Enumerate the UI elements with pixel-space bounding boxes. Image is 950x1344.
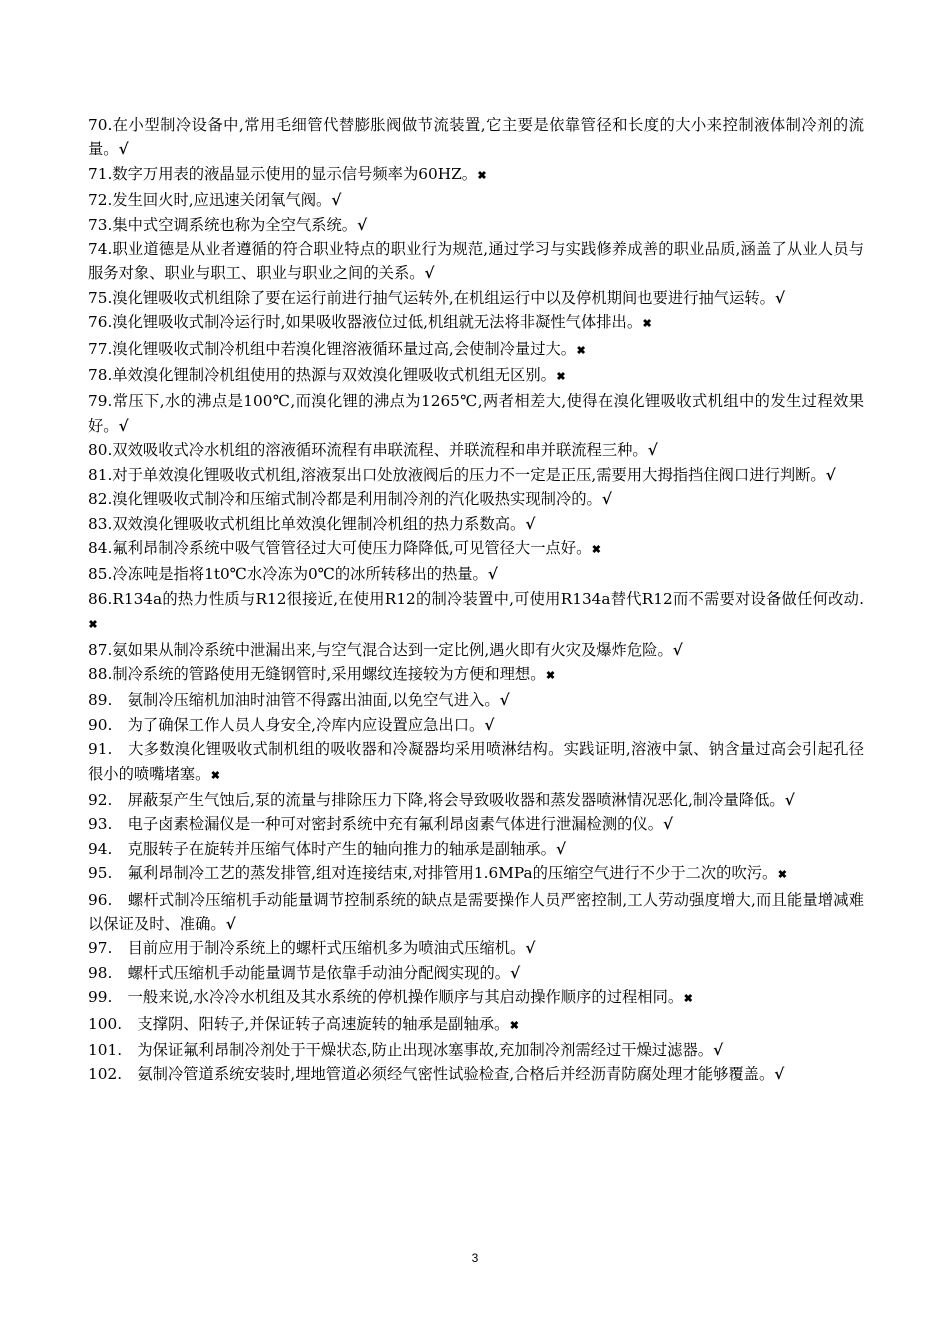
question-item (88, 812, 864, 836)
question-text: 80.双效吸收式冷水机组的溶液循环流程有串联流程、并联流程和串并联流程三种。 (88, 441, 648, 460)
false-mark-icon: ✖ (509, 1018, 519, 1032)
true-mark-icon: √ (713, 1041, 724, 1060)
question-item (88, 463, 864, 487)
false-mark-icon: ✖ (210, 768, 220, 782)
true-mark-icon: √ (784, 790, 795, 809)
question-item (88, 438, 864, 462)
question-text: 100. 支撑阴、阳转子,并保证转子高速旋转的轴承是副轴承。 (88, 1014, 510, 1033)
question-text: 75.溴化锂吸收式机组除了要在运行前进行抽气运转外,在机组运行中以及停机期间也要进行抽气运转。 (88, 288, 775, 307)
question-item (88, 638, 864, 662)
question-text: 90. 为了确保工作人员人身安全,冷库内应设置应急出口。 (88, 715, 485, 734)
question-item (88, 1038, 864, 1062)
question-text: 99. 一般来说,水冷冷水机组及其水系统的停机操作顺序与其启动操作顺序的过程相同。 (88, 988, 684, 1007)
question-text: 86.R134a的热力性质与R12很接近,在使用R12的制冷装置中,可使用R134a替代R12而不需要对设备做任何改动. (88, 589, 864, 608)
question-text: 89. 氨制冷压缩机加油时油管不得露出油面,以免空气进入。 (88, 691, 500, 710)
question-text: 73.集中式空调系统也称为全空气系统。 (88, 215, 358, 234)
true-mark-icon: √ (424, 264, 435, 283)
question-item (88, 213, 864, 237)
false-mark-icon: ✖ (545, 668, 556, 682)
question-item (88, 162, 864, 188)
question-text: 93. 电子卤素检漏仪是一种可对密封系统中充有氟利昂卤素气体进行泄漏检测的仪。 (88, 815, 664, 834)
true-mark-icon: √ (601, 490, 612, 509)
true-mark-icon: √ (331, 191, 342, 210)
question-text: 70.在小型制冷设备中,常用毛细管代替膨胀阀做节流装置,它主要是依靠管径和长度的大小来控制液体制冷剂的流量。 (88, 116, 864, 159)
question-item (88, 363, 864, 389)
question-text: 101. 为保证氟利昂制冷剂处于干燥状态,防止出现冰塞事故,充加制冷剂需经过干燥过滤器。 (88, 1041, 714, 1060)
question-item (88, 237, 864, 286)
true-mark-icon: √ (774, 288, 786, 307)
false-mark-icon: ✖ (683, 992, 693, 1006)
question-text: 95. 氟利昂制冷工艺的蒸发排管,组对连接结束,对排管用1.6MPa的压缩空气进行不少于二次的吹污。 (88, 864, 778, 883)
true-mark-icon: √ (774, 1065, 785, 1084)
true-mark-icon: √ (825, 465, 836, 484)
question-item (88, 536, 864, 562)
question-text: 74.职业道德是从业者遵循的符合职业特点的职业行为规范,通过学习与实践修养成善的职业品质,涵盖了从业人员与服务对象、职业与职工、职业与职业之间的关系。 (88, 240, 864, 283)
question-item (88, 713, 864, 737)
question-item (88, 662, 864, 688)
question-item (88, 688, 864, 712)
question-item (88, 888, 864, 937)
false-mark-icon: ✖ (477, 168, 487, 182)
question-item (88, 861, 864, 887)
question-item (88, 512, 864, 536)
question-item (88, 985, 864, 1011)
question-text: 88.制冷系统的管路使用无缝钢管时,采用螺纹连接较为方便和理想。 (88, 664, 546, 683)
question-text: 85.冷冻吨是指将1t0℃水冷冻为0℃的冰所转移出的热量。 (88, 565, 488, 584)
question-text: 71.数字万用表的液晶显示使用的显示信号频率为60HZ。 (88, 164, 477, 183)
question-item (88, 286, 864, 310)
question-text: 76.溴化锂吸收式制冷运行时,如果吸收器液位过低,机组就无法将非凝性气体排出。 (88, 313, 643, 332)
question-text: 102. 氨制冷管道系统安装时,埋地管道必须经气密性试验检查,合格后并经沥青防腐处理才能够覆盖。 (88, 1065, 775, 1084)
question-item (88, 961, 864, 985)
question-text: 94. 克服转子在旋转并压缩气体时产生的轴向推力的轴承是副轴承。 (88, 839, 556, 858)
question-text: 83.双效溴化锂吸收式机组比单效溴化锂制冷机组的热力系数高。 (88, 514, 526, 533)
question-text: 98. 螺杆式压缩机手动能量调节是依靠手动油分配阀实现的。 (88, 963, 511, 982)
question-item (88, 737, 864, 788)
question-list (88, 113, 864, 1087)
question-text: 84.氟利昂制冷系统中吸气管管径过大可使压力降降低,可见管径大一点好。 (88, 538, 592, 557)
question-item (88, 788, 864, 812)
question-item (88, 113, 864, 162)
question-text: 72.发生回火时,应迅速关闭氧气阀。 (88, 191, 332, 210)
page-number: 3 (471, 1251, 479, 1265)
true-mark-icon: √ (118, 140, 129, 159)
true-mark-icon: √ (225, 915, 236, 933)
true-mark-icon: √ (555, 839, 567, 858)
false-mark-icon: ✖ (777, 868, 787, 882)
question-item (88, 562, 864, 586)
question-item (88, 188, 864, 212)
false-mark-icon: ✖ (88, 618, 98, 632)
true-mark-icon: √ (118, 416, 129, 435)
question-text: 97. 目前应用于制冷系统上的螺杆式压缩机多为喷油式压缩机。 (88, 939, 526, 958)
question-item (88, 936, 864, 960)
question-text: 92. 屏蔽泵产生气蚀后,泵的流量与排除压力下降,将会导致吸收器和蒸发器喷淋情况恶化,制冷量降低。 (88, 790, 785, 809)
true-mark-icon: √ (525, 514, 536, 533)
question-text: 78.单效溴化锂制冷机组使用的热源与双效溴化锂吸收式机组无区别。 (88, 366, 556, 385)
false-mark-icon: ✖ (642, 317, 652, 331)
true-mark-icon: √ (525, 939, 536, 958)
question-text: 96. 螺杆式制冷压缩机手动能量调节控制系统的缺点是需要操作人员严密控制,工人劳动强度增大,而且能量增减难以保证及时、准确。 (88, 890, 864, 933)
question-item (88, 389, 864, 438)
true-mark-icon: √ (663, 815, 674, 834)
question-text: 82.溴化锂吸收式制冷和压缩式制冷都是利用制冷剂的汽化吸热实现制冷的。 (88, 490, 602, 509)
true-mark-icon: √ (510, 963, 521, 982)
question-text: 77.溴化锂吸收式制冷机组中若溴化锂溶液循环量过高,会使制冷量过大。 (88, 339, 577, 358)
question-text: 79.常压下,水的沸点是100℃,而溴化锂的沸点为1265℃,两者相差大,使得在溴化锂吸收式机组中的发生过程效果好。 (88, 392, 864, 435)
true-mark-icon: √ (647, 441, 658, 460)
question-item (88, 587, 864, 638)
question-item (88, 487, 864, 511)
true-mark-icon: √ (484, 715, 495, 734)
question-text: 81.对于单效溴化锂吸收式机组,溶液泵出口处放液阀后的压力不一定是正压,需要用大拇指挡住阀口进行判断。 (88, 465, 826, 484)
true-mark-icon: √ (357, 215, 368, 234)
question-item (88, 337, 864, 363)
false-mark-icon: ✖ (576, 343, 586, 357)
question-text: 91. 大多数溴化锂吸收式制机组的吸收器和冷凝器均采用喷淋结构。实践证明,溶液中氯、钠含量过高会引起孔径很小的喷嘴堵塞。 (88, 740, 864, 783)
question-text: 87.氨如果从制冷系统中泄漏出来,与空气混合达到一定比例,遇火即有火灾及爆炸危险。 (88, 640, 673, 659)
question-item (88, 1062, 864, 1086)
true-mark-icon: √ (487, 565, 498, 584)
true-mark-icon: √ (672, 640, 683, 659)
question-item (88, 1012, 864, 1038)
true-mark-icon: √ (499, 691, 510, 710)
false-mark-icon: ✖ (591, 542, 602, 556)
false-mark-icon: ✖ (556, 370, 566, 384)
question-item (88, 310, 864, 336)
question-item (88, 837, 864, 861)
